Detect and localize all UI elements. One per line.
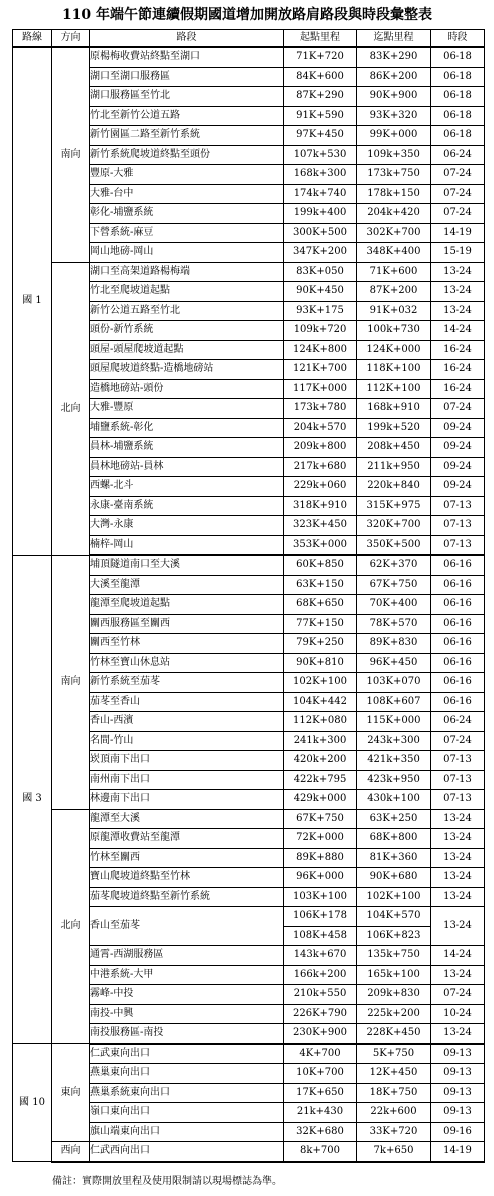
time-period-cell: 07-13 <box>431 790 485 810</box>
table-title: 110 年端午節連續假期國道增加開放路肩路段與時段彙整表 <box>61 7 433 23</box>
time-period-cell: 09-24 <box>431 438 485 458</box>
end-mileage-cell: 99K+000 <box>357 126 431 146</box>
end-mileage-cell: 104K+570 <box>357 907 431 927</box>
segment-cell: 新竹系統至茄苳 <box>90 673 284 693</box>
segment-cell: 楠梓-岡山 <box>90 535 284 555</box>
time-period-cell: 06-18 <box>431 106 485 126</box>
time-period-cell: 14-19 <box>431 1142 485 1162</box>
start-mileage-cell: 107k+530 <box>284 145 357 165</box>
start-mileage-cell: 97K+450 <box>284 126 357 146</box>
header-end-mileage: 迄點里程 <box>357 30 431 48</box>
start-mileage-cell: 210k+550 <box>284 985 357 1005</box>
end-mileage-cell: 421k+350 <box>357 751 431 771</box>
start-mileage-cell: 422k+795 <box>284 770 357 790</box>
time-period-cell: 06-16 <box>431 692 485 712</box>
footnote: 備註：實際開放里程及使用限制請以現場標誌為準。 <box>52 1176 282 1187</box>
start-mileage-cell: 77K+150 <box>284 614 357 634</box>
header-segment: 路段 <box>90 30 284 48</box>
route-cell: 國 1 <box>13 47 52 555</box>
segment-cell: 員林-埔鹽系統 <box>90 438 284 458</box>
end-mileage-cell: 33K+720 <box>357 1122 431 1142</box>
start-mileage-cell: 104K+442 <box>284 692 357 712</box>
time-period-cell: 07-13 <box>431 751 485 771</box>
end-mileage-cell: 67K+750 <box>357 575 431 595</box>
segment-cell: 湖口服務區至竹北 <box>90 87 284 107</box>
direction-cell: 東向 <box>52 1044 90 1142</box>
segment-cell: 湖口至高架道路楊梅端 <box>90 262 284 282</box>
end-mileage-cell: 204k+420 <box>357 204 431 224</box>
segment-cell: 南投服務區-南投 <box>90 1024 284 1044</box>
shoulder-opening-table <box>12 29 485 1163</box>
end-mileage-cell: 100k+730 <box>357 321 431 341</box>
segment-cell: 竹北至新竹公道五路 <box>90 106 284 126</box>
segment-cell: 大雅-台中 <box>90 184 284 204</box>
time-period-cell: 09-16 <box>431 1122 485 1142</box>
end-mileage-cell: 89K+830 <box>357 634 431 654</box>
start-mileage-cell: 84K+600 <box>284 67 357 87</box>
segment-cell: 燕巢東向出口 <box>90 1064 284 1084</box>
start-mileage-cell: 174k+740 <box>284 184 357 204</box>
end-mileage-cell: 68K+800 <box>357 829 431 849</box>
time-period-cell: 16-24 <box>431 360 485 380</box>
time-period-cell: 14-24 <box>431 321 485 341</box>
time-period-cell: 09-24 <box>431 477 485 497</box>
direction-cell: 北向 <box>52 809 90 1044</box>
segment-cell: 新竹系統爬坡道終點至頭份 <box>90 145 284 165</box>
segment-cell: 霧峰-中投 <box>90 985 284 1005</box>
time-period-cell: 09-13 <box>431 1064 485 1084</box>
time-period-cell: 09-24 <box>431 418 485 438</box>
segment-cell: 寶山爬坡道終點至竹林 <box>90 868 284 888</box>
end-mileage-cell: 118K+100 <box>357 360 431 380</box>
time-period-cell: 09-13 <box>431 1103 485 1123</box>
time-period-cell: 06-18 <box>431 87 485 107</box>
start-mileage-cell: 229k+060 <box>284 477 357 497</box>
start-mileage-cell: 102K+100 <box>284 673 357 693</box>
time-period-cell: 06-18 <box>431 47 485 67</box>
header-row <box>13 30 485 48</box>
start-mileage-cell: 209k+800 <box>284 438 357 458</box>
time-period-cell: 06-16 <box>431 653 485 673</box>
direction-cell: 南向 <box>52 555 90 809</box>
time-period-cell: 07-13 <box>431 496 485 516</box>
end-mileage-cell: 320K+700 <box>357 516 431 536</box>
time-period-cell: 06-16 <box>431 614 485 634</box>
time-period-cell: 06-18 <box>431 67 485 87</box>
segment-cell: 下營系統-麻豆 <box>90 223 284 243</box>
segment-cell: 中港系統-大甲 <box>90 965 284 985</box>
end-mileage-cell: 135k+750 <box>357 946 431 966</box>
end-mileage-cell: 350K+500 <box>357 535 431 555</box>
start-mileage-cell: 108K+458 <box>284 926 357 946</box>
segment-cell: 仁武東向出口 <box>90 1044 284 1064</box>
end-mileage-cell: 102K+100 <box>357 887 431 907</box>
header-start-mileage: 起點里程 <box>284 30 357 48</box>
start-mileage-cell: 121K+700 <box>284 360 357 380</box>
start-mileage-cell: 4K+700 <box>284 1044 357 1064</box>
segment-cell: 茄苳爬坡道終點至新竹系統 <box>90 887 284 907</box>
time-period-cell: 07-24 <box>431 985 485 1005</box>
end-mileage-cell: 62K+370 <box>357 555 431 575</box>
segment-cell: 關西至竹林 <box>90 634 284 654</box>
segment-cell: 南州南下出口 <box>90 770 284 790</box>
segment-cell: 竹林至關西 <box>90 848 284 868</box>
time-period-cell: 13-24 <box>431 887 485 907</box>
time-period-cell: 06-24 <box>431 145 485 165</box>
table-row <box>13 1142 485 1162</box>
start-mileage-cell: 106K+178 <box>284 907 357 927</box>
segment-cell: 竹北至爬坡道起點 <box>90 282 284 302</box>
table-body <box>13 47 485 1162</box>
end-mileage-cell: 22k+600 <box>357 1103 431 1123</box>
end-mileage-cell: 90K+680 <box>357 868 431 888</box>
direction-cell: 西向 <box>52 1142 90 1162</box>
time-period-cell: 13-24 <box>431 301 485 321</box>
end-mileage-cell: 348K+400 <box>357 243 431 263</box>
time-period-cell: 06-16 <box>431 634 485 654</box>
end-mileage-cell: 165k+100 <box>357 965 431 985</box>
start-mileage-cell: 226K+790 <box>284 1004 357 1024</box>
end-mileage-cell: 225k+200 <box>357 1004 431 1024</box>
end-mileage-cell: 115K+000 <box>357 712 431 732</box>
start-mileage-cell: 72K+000 <box>284 829 357 849</box>
segment-cell: 仁武西向出口 <box>90 1142 284 1162</box>
end-mileage-cell: 168k+910 <box>357 399 431 419</box>
segment-cell: 旗山端東向出口 <box>90 1122 284 1142</box>
route-cell: 國 3 <box>13 555 52 1044</box>
end-mileage-cell: 96K+450 <box>357 653 431 673</box>
start-mileage-cell: 109k+720 <box>284 321 357 341</box>
end-mileage-cell: 63K+250 <box>357 809 431 829</box>
end-mileage-cell: 109k+350 <box>357 145 431 165</box>
time-period-cell: 06-16 <box>431 555 485 575</box>
segment-cell: 埔鹽系統-彰化 <box>90 418 284 438</box>
start-mileage-cell: 353K+000 <box>284 535 357 555</box>
start-mileage-cell: 63K+150 <box>284 575 357 595</box>
segment-cell: 員林地磅站-員林 <box>90 457 284 477</box>
segment-cell: 湖口至湖口服務區 <box>90 67 284 87</box>
time-period-cell: 14-24 <box>431 946 485 966</box>
start-mileage-cell: 103K+100 <box>284 887 357 907</box>
table-row <box>13 555 485 575</box>
start-mileage-cell: 217k+680 <box>284 457 357 477</box>
table-row <box>13 262 485 282</box>
end-mileage-cell: 91K+032 <box>357 301 431 321</box>
start-mileage-cell: 230K+900 <box>284 1024 357 1044</box>
start-mileage-cell: 89K+880 <box>284 848 357 868</box>
segment-cell: 嶺口東向出口 <box>90 1103 284 1123</box>
end-mileage-cell: 18K+750 <box>357 1083 431 1103</box>
segment-cell: 南投-中興 <box>90 1004 284 1024</box>
segment-cell: 通霄-西湖服務區 <box>90 946 284 966</box>
start-mileage-cell: 429k+000 <box>284 790 357 810</box>
segment-cell: 永康-臺南系統 <box>90 496 284 516</box>
segment-cell: 大灣-永康 <box>90 516 284 536</box>
time-period-cell: 07-13 <box>431 770 485 790</box>
start-mileage-cell: 71K+720 <box>284 47 357 67</box>
start-mileage-cell: 420k+200 <box>284 751 357 771</box>
start-mileage-cell: 318K+910 <box>284 496 357 516</box>
route-cell: 國 10 <box>13 1044 52 1162</box>
segment-cell: 頭份-新竹系統 <box>90 321 284 341</box>
start-mileage-cell: 347K+200 <box>284 243 357 263</box>
time-period-cell: 15-19 <box>431 243 485 263</box>
end-mileage-cell: 112K+100 <box>357 379 431 399</box>
segment-cell: 大溪至龍潭 <box>90 575 284 595</box>
end-mileage-cell: 87K+200 <box>357 282 431 302</box>
segment-cell: 造橋地磅站-頭份 <box>90 379 284 399</box>
segment-cell: 龍潭至大溪 <box>90 809 284 829</box>
time-period-cell: 07-24 <box>431 184 485 204</box>
table-row <box>13 47 485 67</box>
start-mileage-cell: 124K+800 <box>284 340 357 360</box>
segment-cell: 香山至茄苳 <box>90 907 284 946</box>
start-mileage-cell: 300K+500 <box>284 223 357 243</box>
time-period-cell: 13-24 <box>431 907 485 946</box>
time-period-cell: 13-24 <box>431 829 485 849</box>
segment-cell: 新竹園區二路至新竹系統 <box>90 126 284 146</box>
end-mileage-cell: 430k+100 <box>357 790 431 810</box>
time-period-cell: 07-24 <box>431 731 485 751</box>
time-period-cell: 06-16 <box>431 575 485 595</box>
time-period-cell: 13-24 <box>431 809 485 829</box>
table-row <box>13 809 485 829</box>
start-mileage-cell: 79K+250 <box>284 634 357 654</box>
end-mileage-cell: 83K+290 <box>357 47 431 67</box>
end-mileage-cell: 103K+070 <box>357 673 431 693</box>
time-period-cell: 16-24 <box>431 340 485 360</box>
time-period-cell: 13-24 <box>431 1024 485 1044</box>
time-period-cell: 13-24 <box>431 282 485 302</box>
start-mileage-cell: 10K+700 <box>284 1064 357 1084</box>
segment-cell: 原龍潭收費站至龍潭 <box>90 829 284 849</box>
segment-cell: 龍潭至爬坡道起點 <box>90 595 284 615</box>
start-mileage-cell: 143k+670 <box>284 946 357 966</box>
start-mileage-cell: 241k+300 <box>284 731 357 751</box>
start-mileage-cell: 112K+080 <box>284 712 357 732</box>
time-period-cell: 06-18 <box>431 126 485 146</box>
start-mileage-cell: 17K+650 <box>284 1083 357 1103</box>
segment-cell: 彰化-埔鹽系統 <box>90 204 284 224</box>
start-mileage-cell: 199k+400 <box>284 204 357 224</box>
time-period-cell: 07-24 <box>431 204 485 224</box>
start-mileage-cell: 168k+300 <box>284 165 357 185</box>
start-mileage-cell: 323K+450 <box>284 516 357 536</box>
end-mileage-cell: 208k+450 <box>357 438 431 458</box>
end-mileage-cell: 90K+900 <box>357 87 431 107</box>
end-mileage-cell: 209k+830 <box>357 985 431 1005</box>
segment-cell: 頭屋-頭屋爬坡道起點 <box>90 340 284 360</box>
start-mileage-cell: 87K+290 <box>284 87 357 107</box>
start-mileage-cell: 32K+680 <box>284 1122 357 1142</box>
segment-cell: 關西服務區至關西 <box>90 614 284 634</box>
time-period-cell: 16-24 <box>431 379 485 399</box>
segment-cell: 茄苳至香山 <box>90 692 284 712</box>
start-mileage-cell: 91K+590 <box>284 106 357 126</box>
end-mileage-cell: 106K+823 <box>357 926 431 946</box>
start-mileage-cell: 96K+000 <box>284 868 357 888</box>
end-mileage-cell: 7k+650 <box>357 1142 431 1162</box>
end-mileage-cell: 71K+600 <box>357 262 431 282</box>
start-mileage-cell: 8k+700 <box>284 1142 357 1162</box>
end-mileage-cell: 423k+950 <box>357 770 431 790</box>
end-mileage-cell: 93K+320 <box>357 106 431 126</box>
time-period-cell: 06-24 <box>431 712 485 732</box>
segment-cell: 岡山地磅-岡山 <box>90 243 284 263</box>
end-mileage-cell: 70K+400 <box>357 595 431 615</box>
segment-cell: 燕巢系統東向出口 <box>90 1083 284 1103</box>
start-mileage-cell: 117K+000 <box>284 379 357 399</box>
time-period-cell: 14-19 <box>431 223 485 243</box>
start-mileage-cell: 60K+850 <box>284 555 357 575</box>
end-mileage-cell: 78K+570 <box>357 614 431 634</box>
end-mileage-cell: 12K+450 <box>357 1064 431 1084</box>
segment-cell: 香山-西濱 <box>90 712 284 732</box>
segment-cell: 豐原-大雅 <box>90 165 284 185</box>
start-mileage-cell: 173k+780 <box>284 399 357 419</box>
end-mileage-cell: 315K+975 <box>357 496 431 516</box>
end-mileage-cell: 178k+150 <box>357 184 431 204</box>
end-mileage-cell: 302K+700 <box>357 223 431 243</box>
end-mileage-cell: 199k+520 <box>357 418 431 438</box>
time-period-cell: 07-24 <box>431 165 485 185</box>
time-period-cell: 07-13 <box>431 516 485 536</box>
segment-cell: 原楊梅收費站終點至湖口 <box>90 47 284 67</box>
segment-cell: 崁頂南下出口 <box>90 751 284 771</box>
segment-cell: 竹林至寶山休息站 <box>90 653 284 673</box>
time-period-cell: 07-24 <box>431 399 485 419</box>
time-period-cell: 06-16 <box>431 673 485 693</box>
table-row <box>13 1044 485 1064</box>
segment-cell: 大雅-豐原 <box>90 399 284 419</box>
time-period-cell: 09-13 <box>431 1083 485 1103</box>
end-mileage-cell: 228K+450 <box>357 1024 431 1044</box>
time-period-cell: 13-24 <box>431 848 485 868</box>
time-period-cell: 06-16 <box>431 595 485 615</box>
time-period-cell: 10-24 <box>431 1004 485 1024</box>
end-mileage-cell: 108K+607 <box>357 692 431 712</box>
header-time-period: 時段 <box>431 30 485 48</box>
start-mileage-cell: 21k+430 <box>284 1103 357 1123</box>
direction-cell: 南向 <box>52 47 90 262</box>
start-mileage-cell: 90K+450 <box>284 282 357 302</box>
start-mileage-cell: 68K+650 <box>284 595 357 615</box>
header-direction: 方向 <box>52 30 90 48</box>
start-mileage-cell: 67K+750 <box>284 809 357 829</box>
segment-cell: 西螺-北斗 <box>90 477 284 497</box>
start-mileage-cell: 204k+570 <box>284 418 357 438</box>
end-mileage-cell: 211k+950 <box>357 457 431 477</box>
end-mileage-cell: 173k+750 <box>357 165 431 185</box>
time-period-cell: 09-13 <box>431 1044 485 1064</box>
segment-cell: 新竹公道五路至竹北 <box>90 301 284 321</box>
segment-cell: 埔頂隧道南口至大溪 <box>90 555 284 575</box>
time-period-cell: 13-24 <box>431 262 485 282</box>
segment-cell: 林邊南下出口 <box>90 790 284 810</box>
start-mileage-cell: 90K+810 <box>284 653 357 673</box>
time-period-cell: 07-13 <box>431 535 485 555</box>
start-mileage-cell: 166k+200 <box>284 965 357 985</box>
direction-cell: 北向 <box>52 262 90 555</box>
end-mileage-cell: 243k+300 <box>357 731 431 751</box>
start-mileage-cell: 93K+175 <box>284 301 357 321</box>
end-mileage-cell: 81K+360 <box>357 848 431 868</box>
end-mileage-cell: 86K+200 <box>357 67 431 87</box>
end-mileage-cell: 124K+000 <box>357 340 431 360</box>
time-period-cell: 13-24 <box>431 965 485 985</box>
segment-cell: 名間-竹山 <box>90 731 284 751</box>
end-mileage-cell: 5K+750 <box>357 1044 431 1064</box>
end-mileage-cell: 220k+840 <box>357 477 431 497</box>
segment-cell: 頭屋爬坡道終點-造橋地磅站 <box>90 360 284 380</box>
time-period-cell: 09-24 <box>431 457 485 477</box>
time-period-cell: 13-24 <box>431 868 485 888</box>
start-mileage-cell: 83K+050 <box>284 262 357 282</box>
header-route: 路線 <box>13 30 52 48</box>
